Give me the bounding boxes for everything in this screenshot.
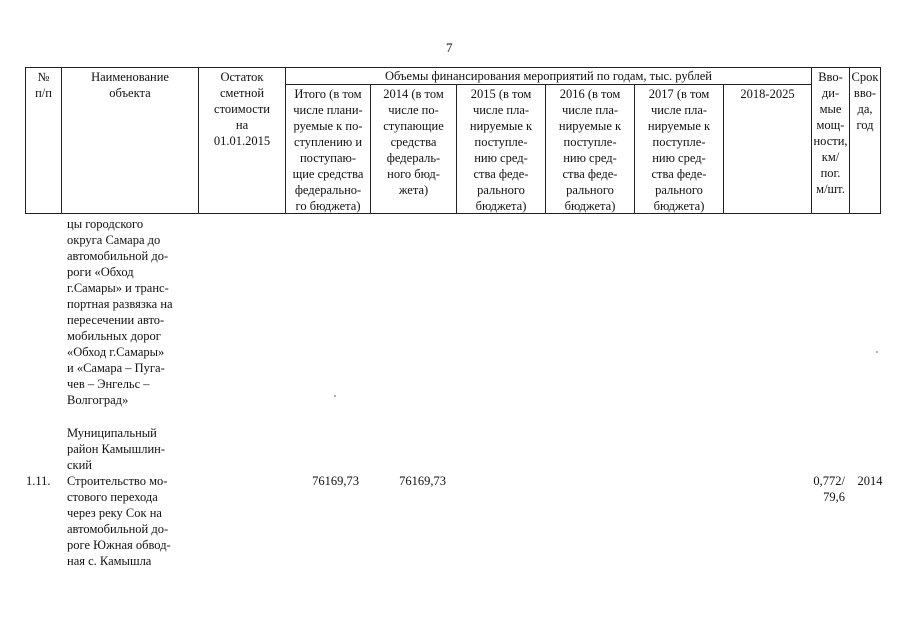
scan-speck	[876, 351, 878, 353]
rule-bottom	[25, 213, 880, 214]
header-term: Срок вво- да, год	[851, 70, 879, 132]
header-capacity: Вво- ди- мые мощ- ности, км/ пог. м/шт.	[813, 70, 848, 196]
header-2015: 2015 (в том числе пла- нируемые к поступле- нию сред- ства феде- рального бюджета)	[469, 87, 533, 213]
header-name: Наименование объекта	[91, 70, 169, 100]
header-num: № п/п	[35, 70, 52, 100]
row-term: 2014	[857, 474, 883, 488]
header-funding-group: Объемы финансирования мероприятий по годам, тыс. рублей	[384, 69, 712, 83]
rule-group	[285, 84, 811, 85]
continued-object-name: цы городского округа Самара до автомобильной до- роги «Обход г.Самары» и транс- портная развязка на пересечении авто- мобильных дорог «Обход г.Самары» и «Самара – Пуга- чев – Энгельс – Волгоград»	[67, 217, 173, 407]
header-balance: Остаток сметной стоимости на 01.01.2015	[213, 70, 271, 148]
row-num: 1.11.	[26, 474, 51, 488]
row-2014: 76169,73	[399, 474, 446, 488]
rule-v11	[880, 67, 881, 214]
header-total: Итого (в том числе плани- руемые к по- ступлению и поступаю- щие средства федерально- го бюджета)	[292, 87, 364, 213]
row-total: 76169,73	[312, 474, 359, 488]
page-number: 7	[446, 40, 453, 55]
header-2018-2025: 2018-2025	[740, 87, 795, 101]
header-2014: 2014 (в том числе по- ступающие средства федераль- ного бюд- жета)	[383, 87, 444, 197]
header-2016: 2016 (в том числе пла- нируемые к поступле- нию сред- ства феде- рального бюджета)	[558, 87, 622, 213]
header-2017: 2017 (в том числе пла- нируемые к поступле- нию сред- ства феде- рального бюджета)	[647, 87, 711, 213]
district-name: Муниципальный район Камышлин- ский	[67, 426, 165, 472]
rule-v8	[723, 84, 724, 214]
scan-speck	[334, 395, 336, 397]
row-capacity: 0,772/ 79,6	[813, 474, 845, 504]
row-object-name: Строительство мо- стового перехода через реку Сок на автомобильной до- роге Южная обвод- ная с. Камышла	[67, 474, 171, 568]
